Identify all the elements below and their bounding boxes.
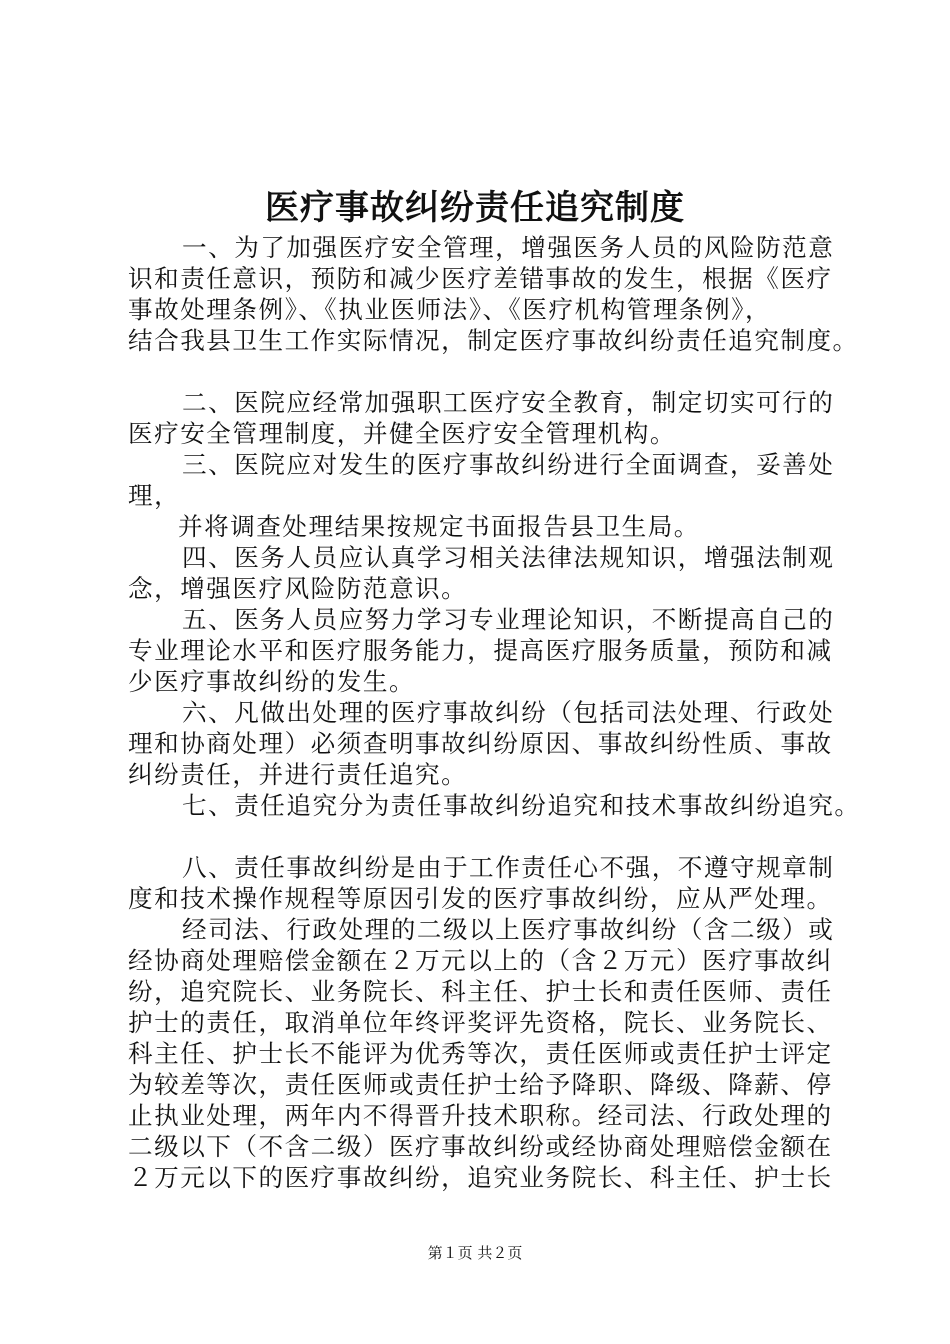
paragraph-line: 五、医务人员应努力学习专业理论知识，不断提高自己的 (182, 605, 835, 634)
paragraph-line: 少医疗事故纠纷的发生。 (128, 667, 416, 696)
paragraph-line: 纠纷责任，并进行责任追究。 (128, 760, 468, 789)
paragraph-line: 经司法、行政处理的二级以上医疗事故纠纷（含二级）或 (182, 915, 835, 944)
paragraph-line: 护士的责任，取消单位年终评奖评先资格，院长、业务院长、 (128, 1008, 833, 1037)
paragraph-line: 六、凡做出处理的医疗事故纠纷（包括司法处理、行政处 (182, 698, 835, 727)
paragraph-line: 一、为了加强医疗安全管理，增强医务人员的风险防范意 (182, 233, 835, 262)
paragraph-line: ２万元以下的医疗事故纠纷，追究业务院长、科主任、护士长 (128, 1163, 833, 1192)
paragraph-line: 念，增强医疗风险防范意识。 (128, 574, 468, 603)
paragraph-line: 为较差等次，责任医师或责任护士给予降职、降级、降薪、停 (128, 1070, 833, 1099)
paragraph-line: 纷，追究院长、业务院长、科主任、护士长和责任医师、责任 (128, 977, 833, 1006)
paragraph-line: 理， (128, 481, 181, 510)
paragraph-line: 科主任、护士长不能评为优秀等次，责任医师或责任护士评定 (128, 1039, 833, 1068)
paragraph-line: 并将调查处理结果按规定书面报告县卫生局。 (178, 512, 700, 541)
paragraph-line: 二、医院应经常加强职工医疗安全教育，制定切实可行的 (182, 388, 835, 417)
paragraph-line: 度和技术操作规程等原因引发的医疗事故纠纷，应从严处理。 (128, 884, 833, 913)
paragraph-line: 事故处理条例》、《执业医师法》、《医疗机构管理条例》， (128, 295, 772, 324)
paragraph-line: 二级以下（不含二级）医疗事故纠纷或经协商处理赔偿金额在 (128, 1132, 833, 1161)
paragraph-line: 识和责任意识，预防和减少医疗差错事故的发生，根据《医疗 (128, 264, 833, 293)
paragraph-gap (128, 821, 828, 852)
page-number-footer: 第１页 共２页 (427, 1244, 523, 1262)
paragraph-line: 专业理论水平和医疗服务能力，提高医疗服务质量，预防和减 (128, 636, 833, 665)
paragraph-gap (128, 356, 828, 387)
paragraph-line: 七、责任追究分为责任事故纠纷追究和技术事故纠纷追究。 (182, 791, 861, 820)
paragraph-line: 经协商处理赔偿金额在２万元以上的（含２万元）医疗事故纠 (128, 946, 833, 975)
paragraph-line: 止执业处理，两年内不得晋升技术职称。经司法、行政处理的 (128, 1101, 833, 1130)
document-body (128, 232, 861, 1193)
paragraph-line: 结合我县卫生工作实际情况，制定医疗事故纠纷责任追究制度。 (128, 326, 859, 355)
paragraph-line: 理和协商处理）必须查明事故纠纷原因、事故纠纷性质、事故 (128, 729, 833, 758)
paragraph-line: 四、医务人员应认真学习相关法律法规知识，增强法制观 (182, 543, 835, 572)
paragraph-line: 三、医院应对发生的医疗事故纠纷进行全面调查，妥善处 (182, 450, 835, 479)
paragraph-line: 八、责任事故纠纷是由于工作责任心不强，不遵守规章制 (182, 853, 835, 882)
paragraph-line: 医疗安全管理制度，并健全医疗安全管理机构。 (128, 419, 676, 448)
document-title: 医疗事故纠纷责任追究制度 (265, 188, 685, 228)
